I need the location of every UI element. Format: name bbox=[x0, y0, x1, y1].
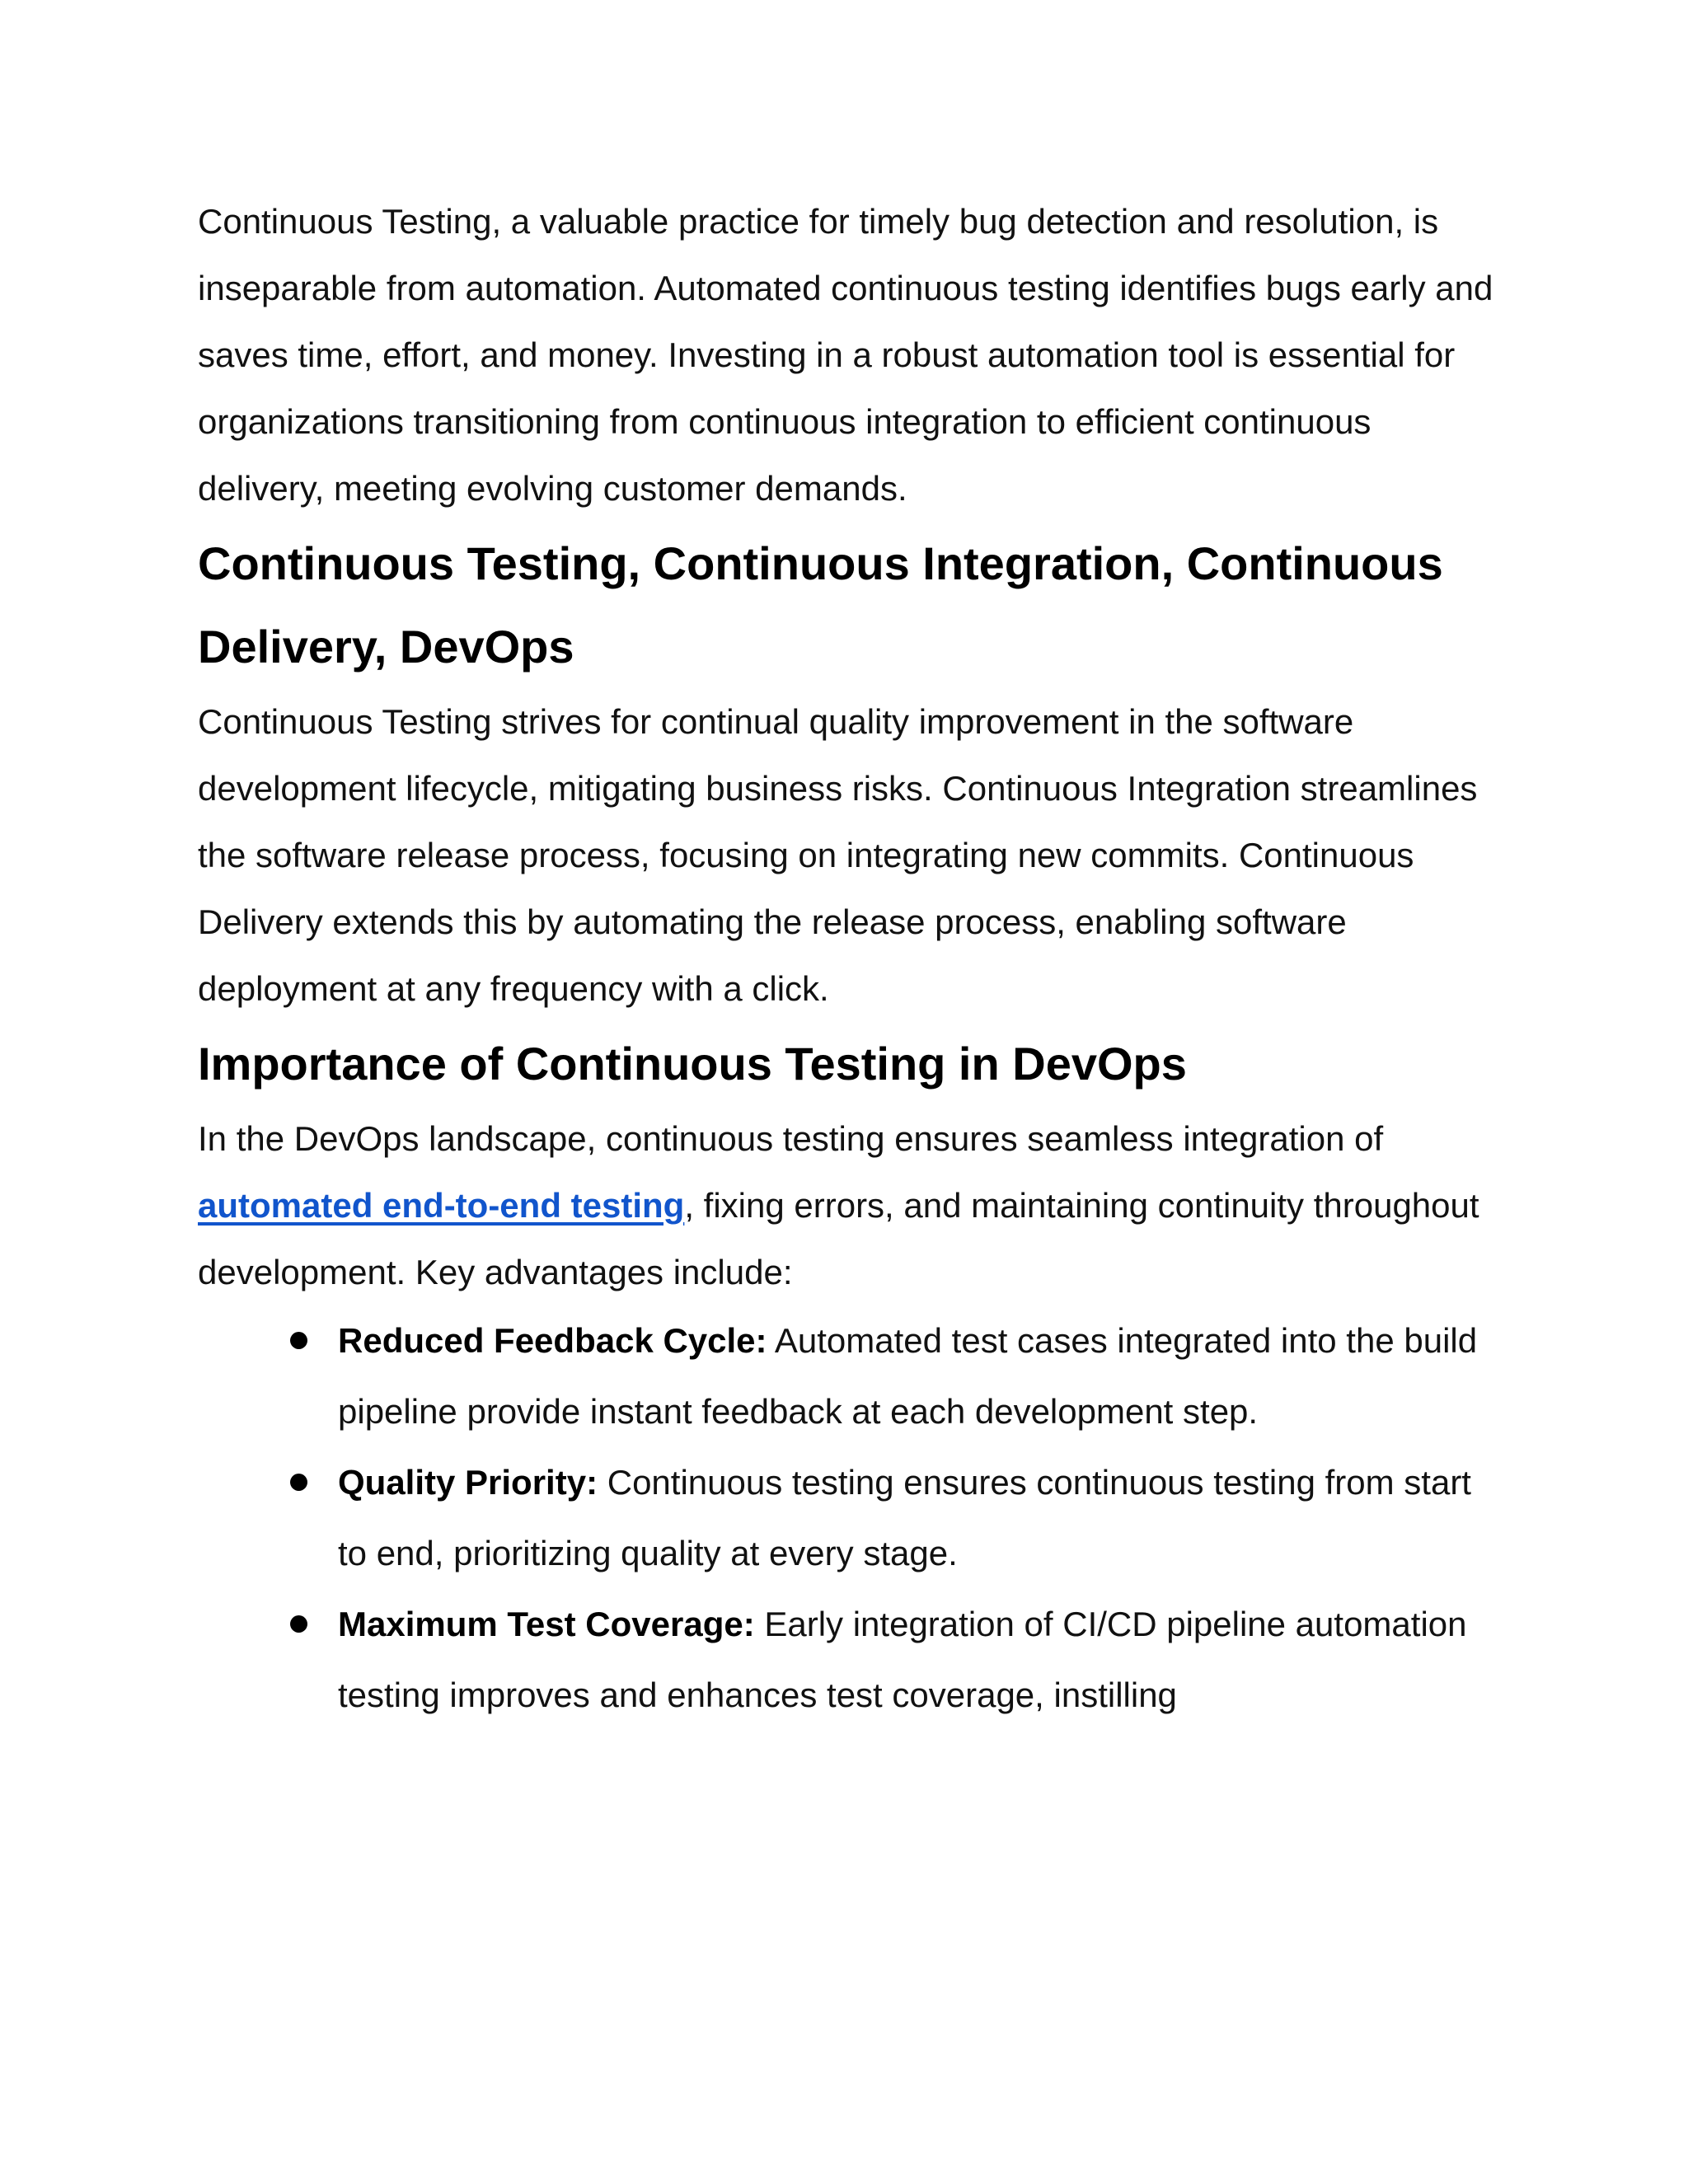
section-heading-importance: Importance of Continuous Testing in DevOps bbox=[198, 1038, 1187, 1090]
section-paragraph-devops bbox=[198, 1105, 1500, 1305]
list-item bbox=[198, 1589, 1500, 1731]
list-item-term: Maximum Test Coverage: bbox=[338, 1605, 755, 1643]
section-heading-ci-cd-devops: Continuous Testing, Continuous Integration, Continuous Delivery, DevOps bbox=[198, 537, 1443, 673]
list-item-text: Early integration of CI/CD pipeline automation testing improves and enhances test coverage, instilling bbox=[338, 1605, 1467, 1714]
automated-e2e-testing-link[interactable]: automated end-to-end testing bbox=[198, 1186, 685, 1225]
list-item-text: Automated test cases integrated into the build pipeline provide instant feedback at each development step. bbox=[338, 1321, 1478, 1431]
advantages-list bbox=[198, 1305, 1500, 1731]
intro-paragraph: Continuous Testing, a valuable practice for timely bug detection and resolution, is inseparable from automation. Automated continuous testing identifies bugs early and saves time, effort, and money. Investing in a robust automation tool is essential for organizations transitioning from continuous integration to efficient continuous delivery, meeting evolving customer demands. bbox=[198, 202, 1493, 508]
document-page bbox=[198, 188, 1500, 1731]
section-paragraph-ci-cd: Continuous Testing strives for continual quality improvement in the software development lifecycle, mitigating business risks. Continuous Integration streamlines the software release process, focusing on integrating new commits. Continuous Delivery extends this by automating the release process, enabling software deployment at any frequency with a click. bbox=[198, 702, 1478, 1008]
list-item bbox=[198, 1447, 1500, 1589]
list-item-term: Quality Priority: bbox=[338, 1463, 598, 1502]
bullet-dot-icon bbox=[290, 1332, 307, 1349]
bullet-dot-icon bbox=[290, 1615, 307, 1633]
list-item bbox=[198, 1305, 1500, 1447]
paragraph-text-after-link: , fixing errors, and maintaining continuity throughout development. Key advantages include: bbox=[198, 1186, 1479, 1291]
paragraph-text-before-link: In the DevOps landscape, continuous testing ensures seamless integration of bbox=[198, 1119, 1384, 1158]
list-item-text: Continuous testing ensures continuous testing from start to end, prioritizing quality at every stage. bbox=[338, 1463, 1471, 1572]
list-item-term: Reduced Feedback Cycle: bbox=[338, 1321, 767, 1360]
bullet-dot-icon bbox=[290, 1474, 307, 1491]
